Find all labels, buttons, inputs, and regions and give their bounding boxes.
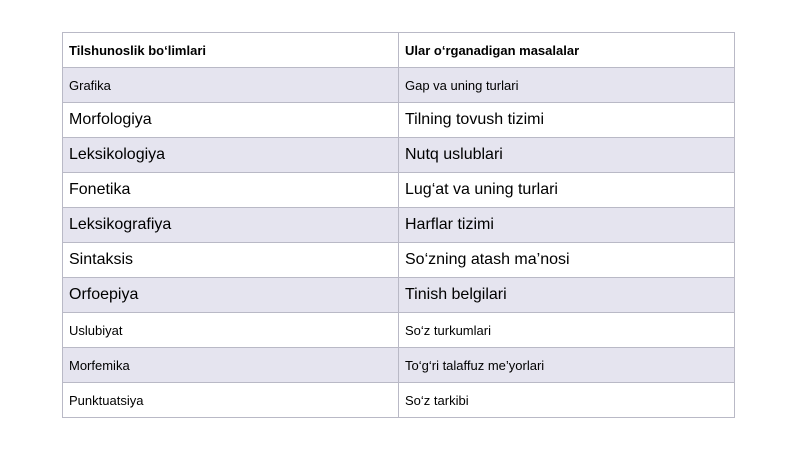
- table-row: [63, 348, 735, 383]
- section-cell: Orfoepiya: [63, 278, 399, 313]
- section-cell: Morfemika: [63, 348, 399, 383]
- table-row: [63, 313, 735, 348]
- matching-table-container: [62, 32, 734, 418]
- issue-cell: Lug‘at va uning turlari: [399, 173, 735, 208]
- table-row: [63, 138, 735, 173]
- section-cell: Sintaksis: [63, 243, 399, 278]
- section-cell: Uslubiyat: [63, 313, 399, 348]
- issue-cell: Tilning tovush tizimi: [399, 103, 735, 138]
- issue-cell: So‘z tarkibi: [399, 383, 735, 418]
- table-header-row: [63, 33, 735, 68]
- section-cell: Leksikologiya: [63, 138, 399, 173]
- issue-cell: Tinish belgilari: [399, 278, 735, 313]
- table-row: [63, 278, 735, 313]
- table-row: [63, 103, 735, 138]
- issue-cell: To‘g‘ri talaffuz me’yorlari: [399, 348, 735, 383]
- table-row: [63, 383, 735, 418]
- matching-table: [62, 32, 735, 418]
- table-row: [63, 173, 735, 208]
- section-cell: Fonetika: [63, 173, 399, 208]
- issue-cell: So‘zning atash ma’nosi: [399, 243, 735, 278]
- table-row: [63, 208, 735, 243]
- section-cell: Punktuatsiya: [63, 383, 399, 418]
- issue-cell: So‘z turkumlari: [399, 313, 735, 348]
- table-row: [63, 243, 735, 278]
- table-row: [63, 68, 735, 103]
- section-cell: Leksikografiya: [63, 208, 399, 243]
- header-linguistics-sections: Tilshunoslik bo‘limlari: [63, 33, 399, 68]
- section-cell: Grafika: [63, 68, 399, 103]
- section-cell: Morfologiya: [63, 103, 399, 138]
- issue-cell: Gap va uning turlari: [399, 68, 735, 103]
- issue-cell: Nutq uslublari: [399, 138, 735, 173]
- issue-cell: Harflar tizimi: [399, 208, 735, 243]
- header-studied-issues: Ular o‘rganadigan masalalar: [399, 33, 735, 68]
